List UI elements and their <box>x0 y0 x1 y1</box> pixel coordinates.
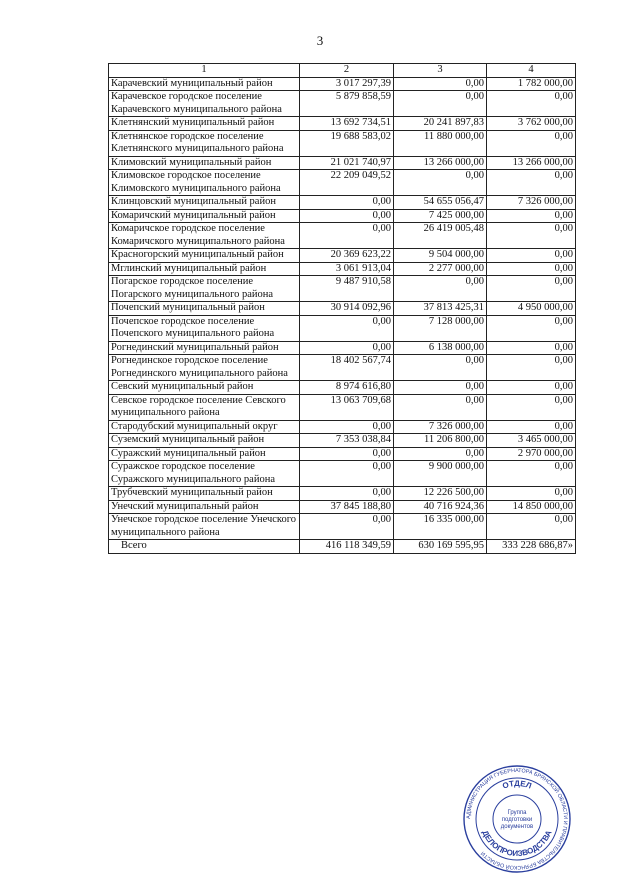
row-col3: 11 880 000,00 <box>394 130 487 156</box>
row-col4: 0,00 <box>487 461 576 487</box>
row-col3: 54 655 056,47 <box>394 196 487 210</box>
row-name: Почепское городское поселение Почепского муниципального района <box>109 315 300 341</box>
row-col3: 0,00 <box>394 276 487 302</box>
row-col2: 22 209 049,52 <box>300 170 394 196</box>
row-col3: 26 419 005,48 <box>394 223 487 249</box>
row-name: Рогнединское городское поселение Рогнединского муниципального района <box>109 355 300 381</box>
row-name: Почепский муниципальный район <box>109 302 300 316</box>
row-name: Климовское городское поселение Климовского муниципального района <box>109 170 300 196</box>
row-col2: 7 353 038,84 <box>300 434 394 448</box>
row-col3: 0,00 <box>394 91 487 117</box>
row-col4: 4 950 000,00 <box>487 302 576 316</box>
row-col2: 0,00 <box>300 461 394 487</box>
total-col3: 630 169 595,95 <box>394 540 487 554</box>
table-row <box>109 209 576 223</box>
table-row <box>109 341 576 355</box>
table-row <box>109 196 576 210</box>
row-name: Комаричский муниципальный район <box>109 209 300 223</box>
row-name: Погарское городское поселение Погарского муниципального района <box>109 276 300 302</box>
svg-text:АДМИНИСТРАЦИЯ ГУБЕРНАТОРА БРЯН: АДМИНИСТРАЦИЯ ГУБЕРНАТОРА БРЯНСКОЙ ОБЛАСТИ И ПРАВИТЕЛЬСТВА БРЯНСКОЙ ОБЛАСТИ <box>465 767 569 871</box>
table-row <box>109 156 576 170</box>
row-col2: 0,00 <box>300 209 394 223</box>
row-col3: 0,00 <box>394 381 487 395</box>
table-row <box>109 381 576 395</box>
row-col3: 0,00 <box>394 447 487 461</box>
table-row <box>109 170 576 196</box>
table-row <box>109 130 576 156</box>
row-col4: 0,00 <box>487 262 576 276</box>
row-name: Карачевский муниципальный район <box>109 77 300 91</box>
row-col3: 0,00 <box>394 355 487 381</box>
column-header: 4 <box>487 64 576 78</box>
table-row <box>109 514 576 540</box>
row-name: Унечское городское поселение Унечского муниципального района <box>109 514 300 540</box>
svg-text:Группа: Группа <box>507 810 527 816</box>
total-label: Всего <box>109 540 300 554</box>
row-col2: 30 914 092,96 <box>300 302 394 316</box>
row-name: Унечский муниципальный район <box>109 500 300 514</box>
column-header: 3 <box>394 64 487 78</box>
row-col4: 13 266 000,00 <box>487 156 576 170</box>
table-row <box>109 420 576 434</box>
table-row <box>109 315 576 341</box>
table-row <box>109 249 576 263</box>
row-col3: 37 813 425,31 <box>394 302 487 316</box>
row-col4: 3 465 000,00 <box>487 434 576 448</box>
row-col4: 0,00 <box>487 355 576 381</box>
row-col2: 18 402 567,74 <box>300 355 394 381</box>
table-row <box>109 355 576 381</box>
row-col4: 3 762 000,00 <box>487 117 576 131</box>
row-col3: 7 326 000,00 <box>394 420 487 434</box>
table-row <box>109 276 576 302</box>
table-row <box>109 487 576 501</box>
row-col2: 3 061 913,04 <box>300 262 394 276</box>
row-col3: 0,00 <box>394 170 487 196</box>
row-col4: 0,00 <box>487 276 576 302</box>
row-col3: 11 206 800,00 <box>394 434 487 448</box>
row-col2: 0,00 <box>300 420 394 434</box>
row-col4: 0,00 <box>487 223 576 249</box>
svg-text:ОТДЕЛ: ОТДЕЛ <box>501 778 533 791</box>
row-col4: 0,00 <box>487 170 576 196</box>
table-row <box>109 223 576 249</box>
row-col4: 0,00 <box>487 341 576 355</box>
row-col2: 0,00 <box>300 514 394 540</box>
row-col4: 0,00 <box>487 209 576 223</box>
row-col4: 0,00 <box>487 394 576 420</box>
row-col3: 40 716 924,36 <box>394 500 487 514</box>
table-row <box>109 394 576 420</box>
row-name: Суражское городское поселение Суражского муниципального района <box>109 461 300 487</box>
row-col3: 9 900 000,00 <box>394 461 487 487</box>
row-name: Рогнединский муниципальный район <box>109 341 300 355</box>
row-col2: 9 487 910,58 <box>300 276 394 302</box>
svg-text:подготовки: подготовки <box>501 817 533 823</box>
row-col3: 13 266 000,00 <box>394 156 487 170</box>
table-row <box>109 434 576 448</box>
row-col4: 0,00 <box>487 91 576 117</box>
table-row <box>109 302 576 316</box>
column-header: 2 <box>300 64 394 78</box>
row-col2: 20 369 623,22 <box>300 249 394 263</box>
row-col3: 0,00 <box>394 394 487 420</box>
row-name: Суражский муниципальный район <box>109 447 300 461</box>
row-col2: 13 063 709,68 <box>300 394 394 420</box>
table-row <box>109 91 576 117</box>
table-row <box>109 77 576 91</box>
row-col4: 0,00 <box>487 130 576 156</box>
row-col4: 2 970 000,00 <box>487 447 576 461</box>
table-row <box>109 447 576 461</box>
page-number: 3 <box>316 33 324 48</box>
row-name: Стародубский муниципальный округ <box>109 420 300 434</box>
row-col4: 0,00 <box>487 381 576 395</box>
row-col2: 21 021 740,97 <box>300 156 394 170</box>
total-col4: 333 228 686,87» <box>487 540 576 554</box>
row-name: Комаричское городское поселение Комаричского муниципального района <box>109 223 300 249</box>
budget-table <box>108 63 576 554</box>
row-col3: 7 128 000,00 <box>394 315 487 341</box>
row-name: Клетнянский муниципальный район <box>109 117 300 131</box>
row-name: Севское городское поселение Севского муниципального района <box>109 394 300 420</box>
row-col3: 12 226 500,00 <box>394 487 487 501</box>
row-col3: 0,00 <box>394 77 487 91</box>
table-row <box>109 500 576 514</box>
table-row <box>109 262 576 276</box>
row-col4: 0,00 <box>487 487 576 501</box>
total-col2: 416 118 349,59 <box>300 540 394 554</box>
row-col3: 2 277 000,00 <box>394 262 487 276</box>
table-row <box>109 117 576 131</box>
row-col2: 13 692 734,51 <box>300 117 394 131</box>
row-col2: 19 688 583,02 <box>300 130 394 156</box>
total-row <box>109 540 576 554</box>
table-row <box>109 461 576 487</box>
row-col4: 7 326 000,00 <box>487 196 576 210</box>
row-name: Климовский муниципальный район <box>109 156 300 170</box>
row-col4: 14 850 000,00 <box>487 500 576 514</box>
row-col4: 0,00 <box>487 315 576 341</box>
row-name: Карачевское городское поселение Карачевского муниципального района <box>109 91 300 117</box>
row-col2: 3 017 297,39 <box>300 77 394 91</box>
row-col2: 0,00 <box>300 223 394 249</box>
row-col4: 0,00 <box>487 420 576 434</box>
svg-text:документов: документов <box>500 824 534 830</box>
row-name: Севский муниципальный район <box>109 381 300 395</box>
row-col3: 9 504 000,00 <box>394 249 487 263</box>
row-col2: 5 879 858,59 <box>300 91 394 117</box>
row-name: Трубчевский муниципальный район <box>109 487 300 501</box>
row-col2: 0,00 <box>300 487 394 501</box>
row-col4: 1 782 000,00 <box>487 77 576 91</box>
row-col3: 6 138 000,00 <box>394 341 487 355</box>
svg-text:ДЕЛОПРОИЗВОДСТВА: ДЕЛОПРОИЗВОДСТВА <box>480 828 554 859</box>
row-col2: 37 845 188,80 <box>300 500 394 514</box>
row-col2: 0,00 <box>300 315 394 341</box>
row-col4: 0,00 <box>487 514 576 540</box>
row-name: Клинцовский муниципальный район <box>109 196 300 210</box>
row-col2: 0,00 <box>300 341 394 355</box>
row-col3: 20 241 897,83 <box>394 117 487 131</box>
row-col2: 0,00 <box>300 196 394 210</box>
row-col3: 16 335 000,00 <box>394 514 487 540</box>
row-col4: 0,00 <box>487 249 576 263</box>
column-header: 1 <box>109 64 300 78</box>
row-name: Мглинский муниципальный район <box>109 262 300 276</box>
row-col2: 8 974 616,80 <box>300 381 394 395</box>
row-col2: 0,00 <box>300 447 394 461</box>
table-header-row <box>109 64 576 78</box>
row-name: Клетнянское городское поселение Клетнянского муниципального района <box>109 130 300 156</box>
row-col3: 7 425 000,00 <box>394 209 487 223</box>
row-name: Суземский муниципальный район <box>109 434 300 448</box>
official-stamp <box>462 764 572 874</box>
row-name: Красногорский муниципальный район <box>109 249 300 263</box>
